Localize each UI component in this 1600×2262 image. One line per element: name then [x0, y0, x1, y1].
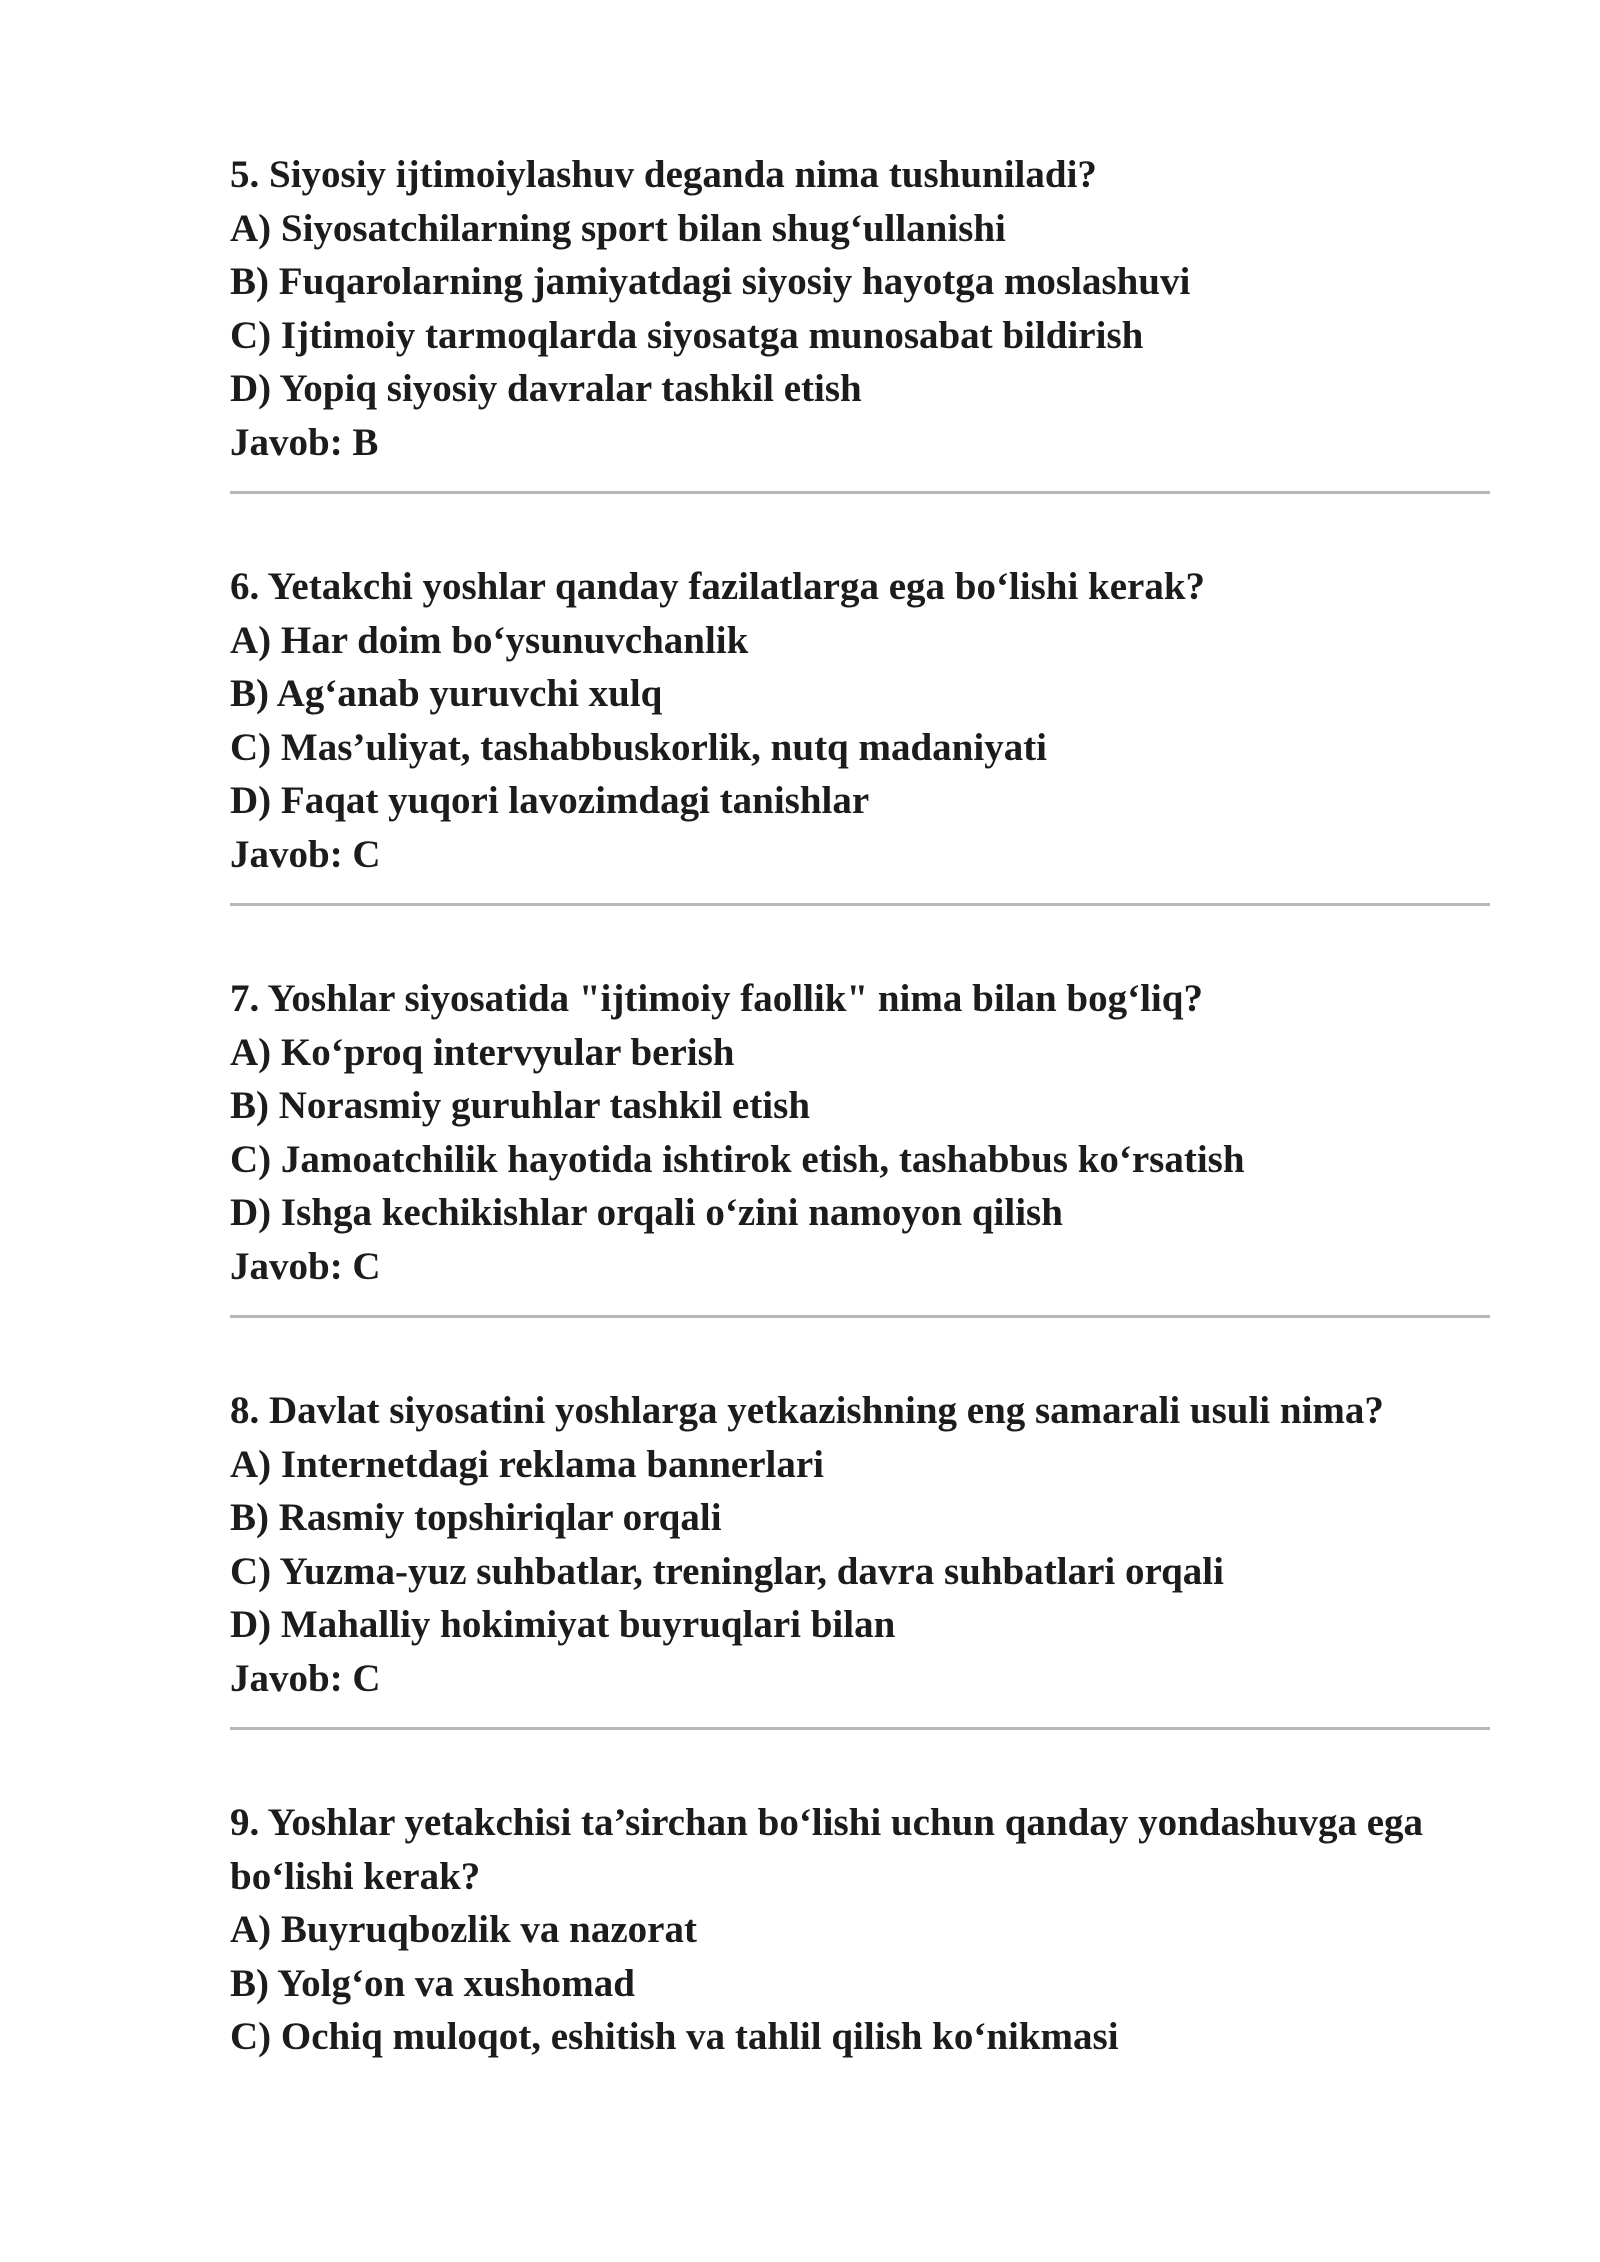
- document-page: [230, 148, 1490, 2064]
- answer: Javob: B: [230, 420, 379, 464]
- answer: Javob: C: [230, 1244, 381, 1288]
- option-b: B) Ag‘anab yuruvchi xulq: [230, 672, 663, 715]
- option-c: C) Mas’uliyat, tashabbuskorlik, nutq madaniyati: [230, 725, 1048, 769]
- question-text: 9. Yoshlar yetakchisi ta’sirchan bo‘lishi uchun qanday yondashuvga ega bo‘lishi kerak?: [230, 1801, 1424, 1898]
- question-6: [230, 560, 1490, 881]
- option-a: A) Har doim bo‘ysunuvchanlik: [230, 618, 749, 662]
- question-text: 8. Davlat siyosatini yoshlarga yetkazishning eng samarali usuli nima?: [230, 1389, 1384, 1432]
- divider: [230, 491, 1490, 494]
- option-a: A) Siyosatchilarning sport bilan shug‘ullanishi: [230, 206, 1006, 250]
- option-d: D) Ishga kechikishlar orqali o‘zini namoyon qilish: [230, 1191, 1063, 1234]
- option-b: B) Rasmiy topshiriqlar orqali: [230, 1496, 722, 1539]
- question-9: [230, 1796, 1490, 2064]
- question-7: [230, 972, 1490, 1293]
- option-b: B) Yolg‘on va xushomad: [230, 1961, 635, 2005]
- divider: [230, 903, 1490, 906]
- divider: [230, 1315, 1490, 1318]
- divider: [230, 1727, 1490, 1730]
- option-c: C) Jamoatchilik hayotida ishtirok etish, tashabbus ko‘rsatish: [230, 1137, 1245, 1181]
- question-8: [230, 1384, 1490, 1705]
- option-c: C) Ijtimoiy tarmoqlarda siyosatga munosabat bildirish: [230, 313, 1144, 357]
- option-c: C) Ochiq muloqot, eshitish va tahlil qilish ko‘nikmasi: [230, 2015, 1119, 2058]
- question-text: 7. Yoshlar siyosatida "ijtimoiy faollik" nima bilan bog‘liq?: [230, 977, 1203, 1020]
- option-a: A) Internetdagi reklama bannerlari: [230, 1442, 824, 1486]
- option-b: B) Fuqarolarning jamiyatdagi siyosiy hayotga moslashuvi: [230, 260, 1191, 303]
- option-d: D) Yopiq siyosiy davralar tashkil etish: [230, 367, 862, 410]
- answer: Javob: C: [230, 832, 381, 876]
- option-c: C) Yuzma-yuz suhbatlar, treninglar, davra suhbatlari orqali: [230, 1549, 1224, 1593]
- question-text: 5. Siyosiy ijtimoiylashuv deganda nima tushuniladi?: [230, 153, 1097, 196]
- answer: Javob: C: [230, 1656, 381, 1700]
- option-a: A) Ko‘proq intervyular berish: [230, 1030, 735, 1074]
- option-b: B) Norasmiy guruhlar tashkil etish: [230, 1084, 811, 1127]
- question-5: [230, 148, 1490, 469]
- option-a: A) Buyruqbozlik va nazorat: [230, 1908, 697, 1951]
- option-d: D) Mahalliy hokimiyat buyruqlari bilan: [230, 1603, 896, 1646]
- option-d: D) Faqat yuqori lavozimdagi tanishlar: [230, 779, 870, 822]
- question-text: 6. Yetakchi yoshlar qanday fazilatlarga ega bo‘lishi kerak?: [230, 565, 1206, 608]
